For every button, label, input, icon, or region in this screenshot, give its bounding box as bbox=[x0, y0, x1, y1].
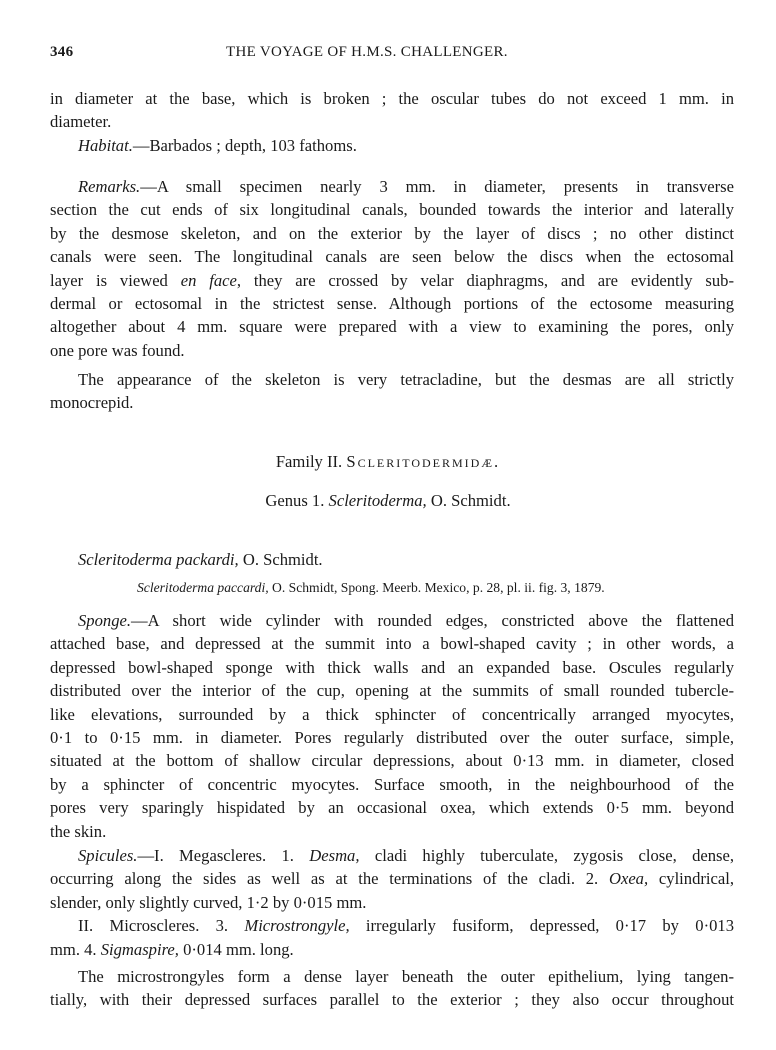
text-line bbox=[50, 134, 734, 157]
text-line bbox=[50, 726, 734, 749]
text-run: The appearance of the skeleton is very tetracladine, but the desmas are all strictly bbox=[78, 370, 734, 389]
italic-term: Sponge. bbox=[78, 611, 131, 630]
text-run: the skin. bbox=[50, 821, 107, 841]
text-line bbox=[50, 938, 734, 961]
text-run: —A short wide cylinder with rounded edges, constricted above the flattened bbox=[131, 611, 734, 630]
appearance-paragraph bbox=[50, 368, 734, 415]
text-line bbox=[50, 891, 734, 914]
text-line bbox=[50, 844, 734, 867]
text-run: —I. Megascleres. 1. bbox=[137, 846, 310, 865]
text-line bbox=[50, 820, 734, 843]
text-line bbox=[50, 175, 734, 198]
text-run: cylindrical, bbox=[648, 869, 734, 889]
synonym-citation: O. Schmidt, Spong. Meerb. Mexico, p. 28, pl. ii. fig. 3, 1879. bbox=[268, 580, 605, 595]
text-run: attached base, and depressed at the summit into a bowl-shaped cavity ; in other words, a bbox=[50, 634, 734, 654]
text-run: irregularly fusiform, depressed, 0·17 by 0·013 bbox=[349, 916, 734, 936]
text-line bbox=[50, 87, 734, 110]
text-run: slender, only slightly curved, 1·2 by 0·015 mm. bbox=[50, 892, 367, 912]
species-author: O. Schmidt. bbox=[238, 550, 323, 569]
text-run: 0·014 mm. long. bbox=[178, 939, 294, 959]
text-run: occurring along the sides as well as at the terminations of the cladi. 2. bbox=[50, 869, 609, 889]
text-line bbox=[50, 222, 734, 245]
text-line bbox=[50, 796, 734, 819]
text-run: 0·1 to 0·15 mm. in diameter. Pores regularly distributed over the outer surface, simple, bbox=[50, 727, 734, 747]
text-line bbox=[50, 965, 734, 988]
text-run: one pore was found. bbox=[50, 340, 185, 360]
sponge-paragraph bbox=[50, 609, 734, 843]
running-title: THE VOYAGE OF H.M.S. CHALLENGER. bbox=[226, 44, 508, 60]
text-line bbox=[50, 632, 734, 655]
synonym-name: Scleritoderma paccardi, bbox=[137, 580, 269, 595]
synonymy-reference bbox=[137, 580, 605, 596]
text-run: by the desmose skeleton, and on the exterior by the layer of discs ; no other distinct bbox=[50, 223, 734, 243]
text-line bbox=[50, 269, 734, 292]
text-run: , they are crossed by velar diaphragms, and are evidently sub- bbox=[236, 270, 734, 290]
text-line bbox=[50, 315, 734, 338]
text-run: by a sphincter of concentric myocytes. Surface smooth, in the neighbourhood of the bbox=[50, 774, 734, 794]
text-run: pores very sparingly hispidated by an occasional oxea, which extends 0·5 mm. beyond bbox=[50, 798, 734, 818]
text-run: layer is viewed bbox=[50, 270, 181, 290]
text-line bbox=[50, 609, 734, 632]
text-line bbox=[50, 914, 734, 937]
italic-term: Microstrongyle, bbox=[244, 916, 350, 936]
text-line bbox=[50, 292, 734, 315]
genus-label: Genus 1. bbox=[265, 491, 329, 510]
italic-term: Oxea, bbox=[608, 869, 649, 889]
italic-term: Sigmaspire, bbox=[100, 939, 179, 959]
text-line bbox=[50, 679, 734, 702]
text-line bbox=[50, 368, 734, 391]
text-run: II. Microscleres. 3. bbox=[78, 916, 245, 936]
text-run: monocrepid. bbox=[50, 393, 134, 413]
italic-term: en face bbox=[180, 270, 237, 290]
intro-paragraph bbox=[50, 87, 734, 157]
text-line bbox=[50, 391, 734, 414]
final-paragraph bbox=[50, 965, 734, 1012]
text-run: dermal or ectosomal in the strictest sense. Although portions of the ectosome measuring bbox=[50, 293, 734, 313]
text-run: situated at the bottom of shallow circular depressions, about 0·13 mm. in diameter, closed bbox=[50, 751, 734, 771]
species-heading bbox=[50, 548, 734, 571]
italic-term: Remarks. bbox=[78, 177, 141, 196]
text-run: canals were seen. The longitudinal canals are seen below the discs when the ectosomal bbox=[50, 247, 734, 267]
text-line bbox=[50, 749, 734, 772]
remarks-paragraph bbox=[50, 175, 734, 362]
text-run: diameter. bbox=[50, 112, 112, 132]
text-run: cladi highly tuberculate, zygosis close, dense, bbox=[359, 846, 734, 865]
text-run: like elevations, surrounded by a thick sphincter of concentrically arranged myocytes, bbox=[50, 704, 734, 724]
genus-heading bbox=[0, 491, 776, 511]
text-run: distributed over the interior of the cup, opening at the summits of small rounded tubercle- bbox=[50, 681, 734, 701]
family-label: Family II. bbox=[275, 452, 347, 471]
page-number: 346 bbox=[50, 44, 74, 60]
italic-term: Spicules. bbox=[78, 846, 138, 865]
text-run: tially, with their depressed surfaces parallel to the exterior ; they also occur throughout bbox=[50, 990, 734, 1010]
text-line bbox=[50, 245, 734, 268]
species-name: Scleritoderma packardi, bbox=[78, 550, 239, 569]
text-line bbox=[50, 339, 734, 362]
text-run: section the cut ends of six longitudinal canals, bounded towards the interior and laterally bbox=[50, 200, 734, 220]
text-line bbox=[50, 988, 734, 1011]
italic-term: Habitat. bbox=[78, 135, 133, 155]
text-line bbox=[50, 773, 734, 796]
text-run: The microstrongyles form a dense layer beneath the outer epithelium, lying tangen- bbox=[78, 967, 734, 986]
text-run: in diameter at the base, which is broken ; the oscular tubes do not exceed 1 mm. in bbox=[50, 89, 734, 108]
text-run: —A small specimen nearly 3 mm. in diameter, presents in transverse bbox=[140, 177, 734, 196]
text-line bbox=[50, 703, 734, 726]
family-name: Scleritodermidæ. bbox=[346, 452, 501, 471]
text-run: —Barbados ; depth, 103 fathoms. bbox=[132, 135, 357, 155]
text-line bbox=[50, 656, 734, 679]
spicules-paragraph bbox=[50, 844, 734, 961]
text-run: altogether about 4 mm. square were prepared with a view to examining the pores, only bbox=[50, 317, 734, 337]
text-line bbox=[50, 110, 734, 133]
text-run: depressed bowl-shaped sponge with thick walls and an expanded base. Oscules regularly bbox=[50, 657, 734, 677]
genus-name: Scleritoderma, bbox=[328, 491, 427, 510]
italic-term: Desma, bbox=[309, 846, 360, 865]
text-line bbox=[50, 198, 734, 221]
family-heading bbox=[0, 452, 776, 472]
genus-author: O. Schmidt. bbox=[426, 491, 511, 510]
text-run: mm. 4. bbox=[50, 939, 101, 959]
text-line bbox=[50, 867, 734, 890]
